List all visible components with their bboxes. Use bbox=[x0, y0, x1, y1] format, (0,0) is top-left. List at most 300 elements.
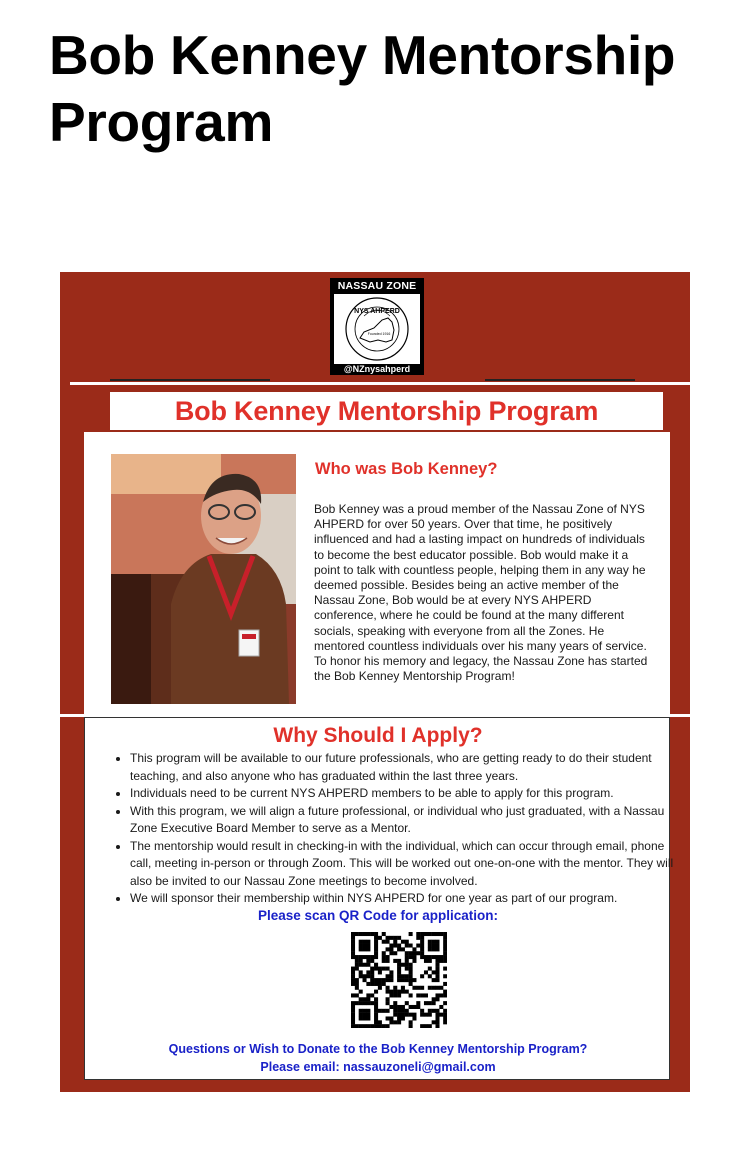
qr-module bbox=[386, 1009, 390, 1013]
qr-module bbox=[397, 970, 401, 974]
qr-module bbox=[412, 959, 416, 963]
qr-module bbox=[393, 936, 397, 940]
nassau-zone-logo bbox=[330, 278, 424, 375]
qr-module bbox=[374, 1001, 378, 1005]
qr-module bbox=[428, 1009, 432, 1013]
qr-module bbox=[378, 967, 382, 971]
qr-module bbox=[389, 947, 393, 951]
qr-module bbox=[351, 1013, 355, 1017]
qr-module bbox=[386, 940, 390, 944]
qr-module bbox=[435, 967, 439, 971]
qr-module bbox=[439, 986, 443, 990]
qr-module bbox=[432, 1009, 436, 1013]
qr-module bbox=[416, 993, 420, 997]
qr-module bbox=[401, 947, 405, 951]
qr-module bbox=[401, 1013, 405, 1017]
qr-module bbox=[428, 955, 432, 959]
qr-module bbox=[359, 1001, 363, 1005]
qr-module bbox=[397, 967, 401, 971]
qr-module bbox=[363, 1001, 367, 1005]
qr-module bbox=[397, 944, 401, 948]
qr-module bbox=[363, 997, 367, 1001]
qr-module bbox=[439, 932, 443, 936]
qr-module bbox=[363, 944, 367, 948]
qr-module bbox=[382, 959, 386, 963]
qr-module bbox=[424, 932, 428, 936]
qr-module bbox=[412, 986, 416, 990]
qr-module bbox=[420, 936, 424, 940]
qr-module bbox=[401, 1016, 405, 1020]
qr-module bbox=[412, 951, 416, 955]
qr-module bbox=[370, 955, 374, 959]
qr-module bbox=[363, 974, 367, 978]
qr-module bbox=[393, 944, 397, 948]
qr-module bbox=[355, 967, 359, 971]
qr-module bbox=[351, 1001, 355, 1005]
qr-module bbox=[389, 978, 393, 982]
qr-module bbox=[420, 947, 424, 951]
qr-module bbox=[389, 1005, 393, 1009]
qr-module bbox=[397, 974, 401, 978]
qr-module bbox=[428, 947, 432, 951]
qr-module bbox=[366, 959, 370, 963]
qr-module bbox=[366, 993, 370, 997]
qr-module bbox=[374, 990, 378, 994]
qr-module bbox=[363, 1013, 367, 1017]
qr-module bbox=[366, 1016, 370, 1020]
qr-module bbox=[370, 1001, 374, 1005]
qr-module bbox=[443, 1013, 447, 1017]
qr-module bbox=[359, 997, 363, 1001]
qr-module bbox=[428, 974, 432, 978]
qr-module bbox=[355, 1024, 359, 1028]
logo-top-text: NASSAU ZONE bbox=[337, 280, 417, 292]
qr-module bbox=[409, 978, 413, 982]
qr-module bbox=[351, 982, 355, 986]
qr-module bbox=[428, 967, 432, 971]
qr-module bbox=[405, 1013, 409, 1017]
qr-module bbox=[386, 1024, 390, 1028]
qr-module bbox=[405, 944, 409, 948]
qr-module bbox=[443, 944, 447, 948]
qr-module bbox=[351, 1020, 355, 1024]
qr-module bbox=[432, 932, 436, 936]
qr-module bbox=[374, 963, 378, 967]
qr-module bbox=[374, 1013, 378, 1017]
qr-module bbox=[378, 1009, 382, 1013]
qr-module bbox=[366, 932, 370, 936]
qr-module bbox=[432, 986, 436, 990]
qr-module bbox=[363, 1009, 367, 1013]
qr-module bbox=[351, 967, 355, 971]
qr-module bbox=[370, 967, 374, 971]
qr-module bbox=[386, 978, 390, 982]
qr-module bbox=[420, 1009, 424, 1013]
qr-module bbox=[366, 944, 370, 948]
qr-module bbox=[416, 932, 420, 936]
why-section bbox=[84, 717, 674, 1080]
qr-module bbox=[416, 1005, 420, 1009]
program-banner: Bob Kenney Mentorship Program bbox=[110, 392, 663, 430]
qr-module bbox=[366, 947, 370, 951]
qr-module bbox=[359, 959, 363, 963]
qr-module bbox=[401, 1009, 405, 1013]
qr-module bbox=[416, 986, 420, 990]
qr-module bbox=[443, 936, 447, 940]
qr-module bbox=[397, 993, 401, 997]
qr-module bbox=[351, 993, 355, 997]
qr-module bbox=[424, 993, 428, 997]
qr-module bbox=[428, 986, 432, 990]
qr-module bbox=[435, 940, 439, 944]
qr-module bbox=[416, 951, 420, 955]
qr-module bbox=[405, 1001, 409, 1005]
qr-module bbox=[386, 1016, 390, 1020]
qr-module bbox=[412, 955, 416, 959]
qr-module bbox=[363, 963, 367, 967]
qr-module bbox=[359, 1009, 363, 1013]
qr-module bbox=[435, 1016, 439, 1020]
qr-module bbox=[355, 993, 359, 997]
qr-module bbox=[355, 959, 359, 963]
qr-module bbox=[443, 955, 447, 959]
qr-module bbox=[432, 970, 436, 974]
qr-module bbox=[401, 978, 405, 982]
qr-module bbox=[370, 932, 374, 936]
qr-module bbox=[443, 993, 447, 997]
qr-module bbox=[428, 1024, 432, 1028]
qr-module bbox=[420, 940, 424, 944]
qr-module bbox=[366, 1009, 370, 1013]
divider bbox=[70, 382, 690, 385]
qr-module bbox=[397, 1009, 401, 1013]
qr-module bbox=[389, 1020, 393, 1024]
qr-module bbox=[435, 963, 439, 967]
qr-module bbox=[405, 940, 409, 944]
qr-module bbox=[378, 1024, 382, 1028]
qr-module bbox=[389, 974, 393, 978]
qr-module bbox=[420, 974, 424, 978]
qr-module bbox=[378, 986, 382, 990]
qr-module bbox=[351, 1009, 355, 1013]
qr-module bbox=[424, 1001, 428, 1005]
qr-module bbox=[393, 986, 397, 990]
qr-module bbox=[378, 982, 382, 986]
contact-footer bbox=[85, 1040, 671, 1076]
contact-email[interactable]: Please email: nassauzoneli@gmail.com bbox=[260, 1060, 496, 1074]
qr-module bbox=[435, 944, 439, 948]
qr-module bbox=[359, 1024, 363, 1028]
qr-module bbox=[393, 1013, 397, 1017]
qr-module bbox=[405, 978, 409, 982]
qr-module bbox=[378, 1020, 382, 1024]
qr-module bbox=[432, 944, 436, 948]
qr-module bbox=[428, 944, 432, 948]
qr-module bbox=[424, 1013, 428, 1017]
qr-module bbox=[386, 967, 390, 971]
qr-module bbox=[386, 990, 390, 994]
qr-module bbox=[432, 1020, 436, 1024]
qr-module bbox=[359, 1013, 363, 1017]
qr-module bbox=[409, 963, 413, 967]
qr-module bbox=[389, 993, 393, 997]
qr-module bbox=[389, 944, 393, 948]
qr-module bbox=[370, 959, 374, 963]
qr-module bbox=[397, 959, 401, 963]
qr-module bbox=[409, 932, 413, 936]
qr-module bbox=[443, 940, 447, 944]
qr-module bbox=[374, 932, 378, 936]
logo-emblem bbox=[334, 294, 420, 364]
list-item: • With this program, we will align a future professional, or individual who just graduated, with a Nassau Zone Executive Board Member to serve as a Mentor. bbox=[130, 803, 686, 838]
qr-module bbox=[374, 982, 378, 986]
qr-module bbox=[366, 997, 370, 1001]
list-item: • This program will be available to our future professionals, who are getting ready to do their student teaching, and also anyone who has graduated within the last three years. bbox=[130, 750, 686, 785]
application-qr-code[interactable] bbox=[351, 932, 447, 1028]
qr-module bbox=[432, 978, 436, 982]
qr-module bbox=[393, 993, 397, 997]
qr-module bbox=[359, 970, 363, 974]
qr-module bbox=[378, 978, 382, 982]
qr-module bbox=[382, 951, 386, 955]
qr-module bbox=[351, 947, 355, 951]
qr-module bbox=[405, 963, 409, 967]
logo-handle: @NZnysahperd bbox=[343, 364, 411, 374]
qr-module bbox=[370, 982, 374, 986]
qr-module bbox=[409, 974, 413, 978]
qr-module bbox=[432, 947, 436, 951]
qr-module bbox=[370, 970, 374, 974]
qr-module bbox=[401, 990, 405, 994]
list-item: • We will sponsor their membership within NYS AHPERD for one year as part of our program. bbox=[130, 890, 686, 908]
qr-module bbox=[359, 932, 363, 936]
qr-module bbox=[424, 1024, 428, 1028]
qr-module bbox=[351, 940, 355, 944]
qr-module bbox=[405, 974, 409, 978]
qr-module bbox=[432, 955, 436, 959]
qr-module bbox=[355, 932, 359, 936]
qr-module bbox=[412, 947, 416, 951]
qr-module bbox=[363, 947, 367, 951]
qr-module bbox=[374, 1016, 378, 1020]
qr-module bbox=[401, 974, 405, 978]
qr-module bbox=[409, 1020, 413, 1024]
qr-module bbox=[401, 940, 405, 944]
qr-module bbox=[366, 1001, 370, 1005]
qr-module bbox=[374, 951, 378, 955]
qr-module bbox=[443, 951, 447, 955]
qr-module bbox=[439, 1005, 443, 1009]
qr-module bbox=[389, 990, 393, 994]
qr-module bbox=[393, 1001, 397, 1005]
qr-module bbox=[435, 993, 439, 997]
qr-module bbox=[405, 990, 409, 994]
qr-module bbox=[432, 997, 436, 1001]
qr-module bbox=[443, 932, 447, 936]
qr-module bbox=[435, 1020, 439, 1024]
qr-module bbox=[397, 990, 401, 994]
qr-module bbox=[351, 936, 355, 940]
qr-module bbox=[366, 970, 370, 974]
qr-module bbox=[420, 1013, 424, 1017]
qr-module bbox=[432, 1001, 436, 1005]
qr-module bbox=[366, 1024, 370, 1028]
qr-module bbox=[439, 993, 443, 997]
qr-module bbox=[366, 974, 370, 978]
qr-module bbox=[443, 1009, 447, 1013]
qr-module bbox=[366, 1013, 370, 1017]
qr-module bbox=[393, 1009, 397, 1013]
qr-module bbox=[351, 978, 355, 982]
qr-module bbox=[397, 1020, 401, 1024]
qr-module bbox=[359, 947, 363, 951]
qr-module bbox=[409, 944, 413, 948]
qr-module bbox=[420, 944, 424, 948]
qr-module bbox=[435, 978, 439, 982]
qr-module bbox=[363, 955, 367, 959]
qr-module bbox=[363, 978, 367, 982]
qr-module bbox=[386, 1001, 390, 1005]
scan-instruction: Please scan QR Code for application: bbox=[257, 908, 499, 923]
qr-module bbox=[435, 1013, 439, 1017]
qr-module bbox=[386, 997, 390, 1001]
qr-module bbox=[435, 932, 439, 936]
qr-module bbox=[397, 936, 401, 940]
qr-module bbox=[366, 982, 370, 986]
qr-module bbox=[409, 993, 413, 997]
qr-module bbox=[401, 963, 405, 967]
qr-module bbox=[389, 1016, 393, 1020]
qr-module bbox=[374, 947, 378, 951]
qr-module bbox=[405, 967, 409, 971]
qr-module bbox=[409, 970, 413, 974]
qr-module bbox=[355, 1001, 359, 1005]
qr-module bbox=[359, 963, 363, 967]
qr-module bbox=[351, 932, 355, 936]
qr-module bbox=[374, 1009, 378, 1013]
qr-module bbox=[374, 1005, 378, 1009]
qr-module bbox=[374, 944, 378, 948]
qr-module bbox=[428, 932, 432, 936]
qr-module bbox=[351, 1024, 355, 1028]
qr-module bbox=[374, 940, 378, 944]
qr-module bbox=[428, 1013, 432, 1017]
qr-module bbox=[386, 974, 390, 978]
qr-module bbox=[443, 1001, 447, 1005]
qr-module bbox=[416, 1001, 420, 1005]
qr-module bbox=[374, 978, 378, 982]
qr-module bbox=[355, 963, 359, 967]
logo-founded-text: Founded 1916 bbox=[367, 332, 391, 336]
qr-module bbox=[393, 990, 397, 994]
who-section bbox=[84, 432, 670, 714]
qr-module bbox=[359, 940, 363, 944]
qr-module bbox=[416, 936, 420, 940]
qr-module bbox=[416, 944, 420, 948]
donate-question: Questions or Wish to Donate to the Bob Kenney Mentorship Program? bbox=[168, 1042, 588, 1056]
qr-module bbox=[363, 1024, 367, 1028]
qr-module bbox=[382, 978, 386, 982]
qr-module bbox=[393, 1005, 397, 1009]
qr-module bbox=[435, 959, 439, 963]
qr-module bbox=[374, 936, 378, 940]
qr-module bbox=[405, 951, 409, 955]
qr-module bbox=[366, 963, 370, 967]
qr-module bbox=[420, 951, 424, 955]
qr-module bbox=[378, 936, 382, 940]
ny-state-emblem-icon bbox=[334, 294, 420, 364]
qr-module bbox=[432, 940, 436, 944]
qr-module bbox=[351, 1016, 355, 1020]
divider bbox=[110, 379, 270, 381]
qr-module bbox=[374, 1024, 378, 1028]
qr-module bbox=[397, 978, 401, 982]
qr-module bbox=[435, 997, 439, 1001]
qr-module bbox=[435, 974, 439, 978]
qr-module bbox=[386, 959, 390, 963]
qr-module bbox=[351, 974, 355, 978]
qr-module bbox=[435, 970, 439, 974]
qr-module bbox=[409, 1005, 413, 1009]
qr-module bbox=[443, 974, 447, 978]
qr-module bbox=[412, 978, 416, 982]
qr-module bbox=[374, 967, 378, 971]
qr-module bbox=[401, 986, 405, 990]
qr-module bbox=[424, 970, 428, 974]
qr-module bbox=[386, 947, 390, 951]
qr-module bbox=[382, 932, 386, 936]
qr-module bbox=[382, 982, 386, 986]
qr-module bbox=[393, 940, 397, 944]
qr-module bbox=[351, 1005, 355, 1009]
qr-module bbox=[435, 1024, 439, 1028]
qr-module bbox=[382, 940, 386, 944]
qr-module bbox=[435, 947, 439, 951]
qr-module bbox=[424, 955, 428, 959]
qr-module bbox=[428, 959, 432, 963]
qr-module bbox=[397, 1005, 401, 1009]
qr-module bbox=[366, 940, 370, 944]
qr-module bbox=[374, 955, 378, 959]
qr-module bbox=[363, 1016, 367, 1020]
qr-module bbox=[397, 1013, 401, 1017]
qr-module bbox=[374, 1020, 378, 1024]
qr-module bbox=[359, 990, 363, 994]
qr-module bbox=[443, 990, 447, 994]
qr-module bbox=[397, 963, 401, 967]
qr-module bbox=[393, 951, 397, 955]
qr-module bbox=[443, 959, 447, 963]
qr-module bbox=[409, 967, 413, 971]
qr-module bbox=[393, 1020, 397, 1024]
qr-module bbox=[397, 1016, 401, 1020]
qr-module bbox=[382, 967, 386, 971]
qr-module bbox=[363, 932, 367, 936]
qr-module bbox=[351, 944, 355, 948]
qr-module bbox=[386, 936, 390, 940]
qr-module bbox=[439, 1013, 443, 1017]
qr-module bbox=[439, 955, 443, 959]
qr-module bbox=[405, 955, 409, 959]
qr-module bbox=[405, 959, 409, 963]
qr-module bbox=[386, 955, 390, 959]
qr-module bbox=[412, 1013, 416, 1017]
qr-module bbox=[382, 1024, 386, 1028]
who-heading: Who was Bob Kenney? bbox=[315, 460, 498, 478]
qr-module bbox=[366, 955, 370, 959]
qr-module bbox=[355, 978, 359, 982]
qr-module bbox=[435, 986, 439, 990]
